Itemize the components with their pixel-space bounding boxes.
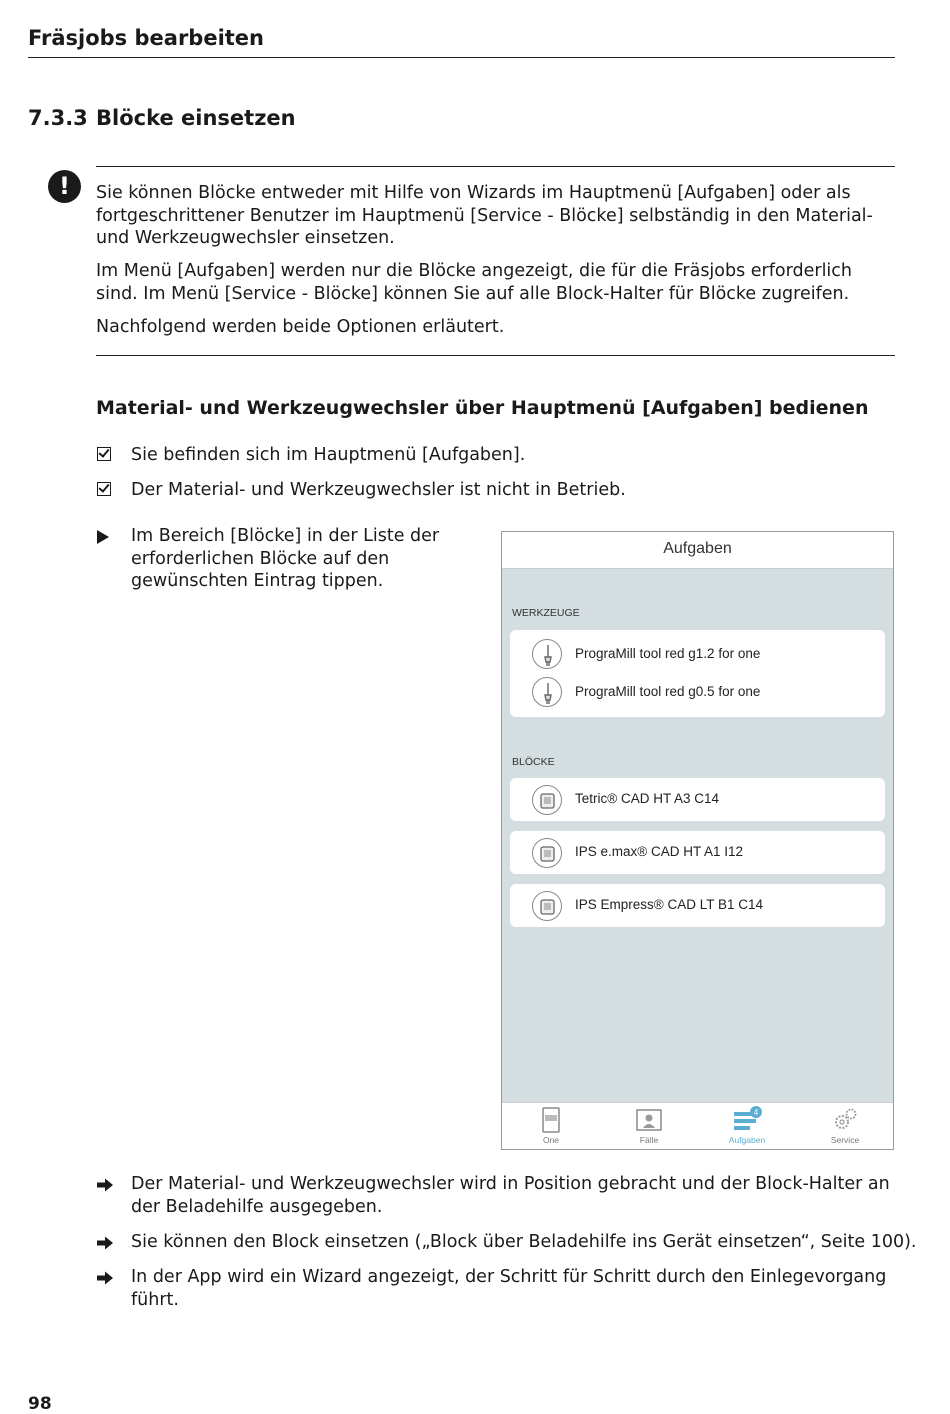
precondition-item: Sie befinden sich im Hauptmenü [Aufgaben]. <box>131 445 526 465</box>
result-item: Sie können den Block einsetzen („Block über Beladehilfe ins Gerät einsetzen“, Seite 100). <box>131 1232 917 1252</box>
note-paragraph: Nachfolgend werden beide Optionen erläutert. <box>96 317 505 337</box>
note-divider-top <box>96 166 895 167</box>
block-row[interactable] <box>510 884 885 927</box>
result-arrow-icon <box>96 1236 114 1250</box>
tab-one[interactable] <box>502 1103 600 1150</box>
milling-tool-icon <box>532 639 562 669</box>
block-label: Tetric® CAD HT A3 C14 <box>575 791 719 806</box>
tool-label: PrograMill tool red g0.5 for one <box>575 684 761 699</box>
app-title: Aufgaben <box>663 540 732 557</box>
tools-card <box>510 630 885 717</box>
result-item: In der App wird ein Wizard angezeigt, der Schritt für Schritt durch den Einlegevorgang führt. <box>131 1267 887 1310</box>
tab-bar <box>502 1102 893 1150</box>
block-label: IPS Empress® CAD LT B1 C14 <box>575 897 764 912</box>
action-step: Im Bereich [Blöcke] in der Liste der erforderlichen Blöcke auf den gewünschten Eintrag tippen. <box>131 526 440 591</box>
subheading: Material- und Werkzeugwechsler über Hauptmenü [Aufgaben] bedienen <box>96 397 869 419</box>
section-heading <box>28 106 296 130</box>
app-title-bar <box>502 532 893 569</box>
note-divider-bottom <box>96 355 895 356</box>
result-arrow-icon <box>96 1271 114 1285</box>
gears-icon <box>830 1106 860 1134</box>
note-paragraph: Sie können Blöcke entweder mit Hilfe von Wizards im Hauptmenü [Aufgaben] oder als fortgeschrittener Benutzer im Hauptmenü [Service - Blöcke] selbständig in den Material- und Werkzeugwechsler einsetzen. <box>96 183 873 248</box>
tab-label: Fälle <box>639 1135 659 1145</box>
exclamation-icon: ! <box>48 170 81 203</box>
tasks-badge: 4 <box>753 1108 759 1117</box>
note-paragraph: Im Menü [Aufgaben] werden nur die Blöcke angezeigt, die für die Fräsjobs erforderlich sind. Im Menü [Service - Blöcke] können Sie auf alle Block-Halter für Blöcke zugreifen. <box>96 261 853 304</box>
tools-group-label: WERKZEUGE <box>512 607 580 619</box>
blocks-group-label: BLÖCKE <box>512 756 555 768</box>
page-number: 98 <box>28 1394 52 1414</box>
tasks-icon <box>732 1106 762 1134</box>
result-item: Der Material- und Werkzeugwechsler wird in Position gebracht und der Block-Halter an der Beladehilfe ausgegeben. <box>131 1174 890 1217</box>
running-header: Fräsjobs bearbeiten <box>28 26 265 50</box>
checkbox-icon <box>97 447 111 461</box>
tab-aufgaben[interactable] <box>698 1103 796 1150</box>
action-triangle-icon <box>97 530 109 544</box>
block-icon <box>532 785 562 815</box>
tab-label: Aufgaben <box>728 1135 766 1145</box>
block-icon <box>532 891 562 921</box>
tool-label: PrograMill tool red g1.2 for one <box>575 646 761 661</box>
section-title: Blöcke einsetzen <box>96 106 296 130</box>
header-divider <box>28 57 895 58</box>
section-number: 7.3.3 <box>28 106 88 130</box>
tab-label: One <box>542 1135 560 1145</box>
block-icon <box>532 838 562 868</box>
tab-faelle[interactable] <box>600 1103 698 1150</box>
block-row[interactable] <box>510 831 885 874</box>
precondition-item: Der Material- und Werkzeugwechsler ist nicht in Betrieb. <box>131 480 626 500</box>
app-screenshot <box>501 531 894 1150</box>
checkbox-icon <box>97 482 111 496</box>
tab-label: Service <box>830 1135 860 1145</box>
result-arrow-icon <box>96 1178 114 1192</box>
cases-icon <box>634 1106 664 1134</box>
device-icon <box>536 1106 566 1134</box>
milling-tool-icon <box>532 677 562 707</box>
block-label: IPS e.max® CAD HT A1 I12 <box>575 844 744 859</box>
block-row[interactable] <box>510 778 885 821</box>
tab-service[interactable] <box>796 1103 894 1150</box>
